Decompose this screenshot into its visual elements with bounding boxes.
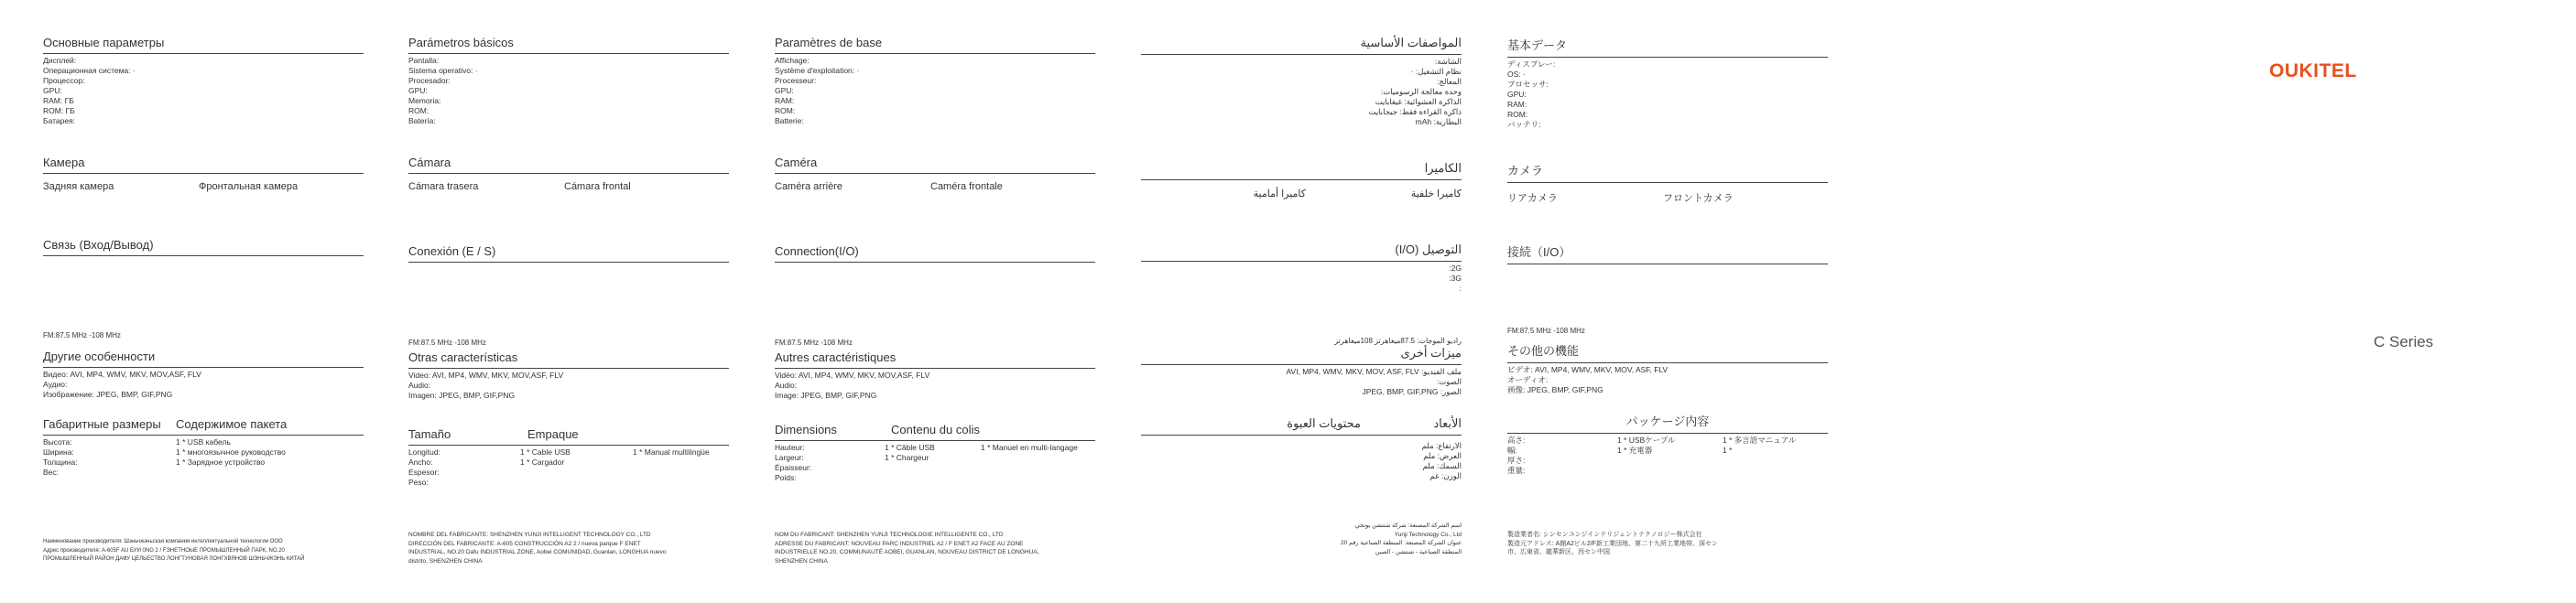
rear-camera-label: リアカメラ — [1507, 193, 1558, 204]
section-title-connection: Связь (Вход/Вывод) — [43, 238, 364, 256]
fm-range: FM:87.5 MHz -108 MHz — [775, 339, 853, 347]
section-title-other: その他の機能 — [1507, 341, 1828, 363]
spec-rows: Дисплей: Операционная система: · Процессор: GPU: RAM: ГБ ROM: ГБ Батарея: — [43, 56, 136, 125]
section-title-connection: Connection(I/O) — [775, 244, 1095, 263]
section-title-camera: Caméra — [775, 156, 1095, 174]
section-title-other: Otras características — [408, 350, 729, 369]
column-russian: Основные параметры Дисплей: Операционная система: · Процессор: GPU: RAM: ГБ ROM: ГБ Батарея: Камера Задняя камера Фронтальная камера Связь (Вход/Вывод) FM:87.5 MHz -108 MHz Другие особенности Видео: AVI, MP4, WMV, MKV, MOV,ASF, FLV Аудио: Изображение: JPEG, BMP, GIF,PNG Габаритные размеры Содержимое пакета Высота: Ширина: Толщина: Вес: 1 * USB кабель 1 * многоязычное руководство 1 * Зарядное устройство Наименование производителя: Шэньчжэньская компания интеллектуальной технологии ООО Адрес производителя: A-605F AU БУИ 0NG 2 / FЭНЕТНОЫЕ ПРОМЫШЛЕННЫЙ ПАРК, NO.20 ПРОМЫШЛЕННЫЙ РАЙОН ДАФУ ЦЕЛЬЕСТВО ЛОНГТУНОВАЯ ЛОНГХВЯНОВ ШЭНЬЧЖЭНЬ КИТАЙ — [43, 0, 364, 603]
manufacturer-info: اسم الشركة المصنعة: شركة شنتشن يونجي Yunji Technology Co., Ltd عنوان الشركة المصنعة: المنطقة الصناعية رقم 20 المنطقة الصناعية - شنتشن - الصين — [1340, 522, 1462, 555]
section-title-package: الأبعادمحتويات العبوة — [1141, 416, 1462, 436]
manufacturer-info: Наименование производителя: Шэньчжэньская компания интеллектуальной технологии ООО Адрес производителя: A-605F AU БУИ 0NG 2 / FЭНЕТНОЫЕ ПРОМЫШЛЕННЫЙ ПАРК, NO.20 ПРОМЫШЛЕННЫЙ РАЙОН ДАФУ ЦЕЛЬЕСТВО ЛОНГТУНОВАЯ ЛОНГХВЯНОВ ШЭНЬЧЖЭНЬ КИТАЙ — [43, 539, 305, 562]
manufacturer-info: NOM DU FABRICANT: SHENZHEN YUNJI TECHNOLOGIE INTELLIGENTE CO., LTD ADRESSE DU FABRICANT: NOUVEAU PARC INDUSTRIEL A2 / F ENET A2 FACE AU ZONE INDUSTRIELLE NO.20, COMMUNAUTÉ AOBEI, GUANLAN, NOUVEAU DISTRICT DE LONGHUA, SHENZHEN CHINA — [775, 532, 1039, 565]
rear-camera-label: Caméra arrière — [775, 181, 842, 192]
section-title-camera: カメラ — [1507, 161, 1828, 183]
section-title-connection: Conexión (E / S) — [408, 244, 729, 263]
rear-camera-label: Cámara trasera — [408, 181, 479, 192]
section-title-camera: الكاميرا — [1141, 161, 1462, 180]
column-spanish: Parámetros básicos Pantalla: Sistema operativo: · Procesador: GPU: Memoria: ROM: Batería: Cámara Cámara trasera Cámara frontal Conexión (E / S) FM:87.5 MHz -108 MHz Otras características Video: AVI, MP4, WMV, MKV, MOV,ASF, FLV Audio: Imagen: JPEG, BMP, GIF,PNG Tamaño Empaque Longitud: Ancho: Espesor: Peso: 1 * Cable USB 1 * Cargador 1 * Manual multilingüe NOMBRE DEL FABRICANTE: SHENZHEN YUNJI INTELLIGENT TECHNOLOGY CO., LTD DIRECCIÓN DEL FABRICANTE: A-605 CONSTRUCCIÓN A2 2 / nueva parque F ENET INDUSTRIAL, NO.20 Dafu INDUSTRIAL ZONE, Aobei COMUNIDAD, Guanlan, LONGHUA nuevo distrito, SHENZHEN CHINA — [408, 0, 729, 603]
section-title-other: ميزات أخرى — [1141, 346, 1462, 365]
section-title-basic: Paramètres de base — [775, 36, 1095, 54]
section-title-package: Tamaño Empaque — [408, 427, 729, 446]
fm-range: راديو الموجات: 87.5ميغاهرتز 108ميغاهرتز — [1334, 337, 1462, 345]
series-label: C Series — [2374, 333, 2434, 350]
rear-camera-label: Задняя камера — [43, 181, 114, 192]
section-title-basic: المواصفات الأساسية — [1141, 36, 1462, 55]
front-camera-label: Cámara frontal — [564, 181, 631, 192]
column-french: Paramètres de base Affichage: Système d'exploitation: · Processeur: GPU: RAM: ROM: Batterie: Caméra Caméra arrière Caméra frontale Connection(I/O) FM:87.5 MHz -108 MHz Autres caractéristiques Vidéo: AVI, MP4, WMV, MKV, MOV,ASF, FLV Audio: Image: JPEG, BMP, GIF,PNG Dimensions Contenu du colis Hauteur: Largeur: Épaisseur: Poids: 1 * Câble USB 1 * Chargeur 1 * Manuel en multi-langage NOM DU FABRICANT: SHENZHEN YUNJI TECHNOLOGIE INTELLIGENTE CO., LTD ADRESSE DU FABRICANT: NOUVEAU PARC INDUSTRIEL A2 / F ENET A2 FACE AU ZONE INDUSTRIELLE NO.20, COMMUNAUTÉ AOBEI, GUANLAN, NOUVEAU DISTRICT DE LONGHUA, SHENZHEN CHINA — [775, 0, 1095, 603]
section-title-package: Dimensions Contenu du colis — [775, 423, 1095, 441]
section-title-connection: 接続（I/O） — [1507, 242, 1828, 264]
section-title-basic: Основные параметры — [43, 36, 364, 54]
section-title-basic: 基本データ — [1507, 36, 1828, 58]
column-arabic: المواصفات الأساسية الشاشة: نظام التشغيل: · المعالج: وحدة معالجة الرسوميات: الذاكرة العشوائية: غيغابايت ذاكرة القراءة فقط: جيجابايت البطارية: mAh الكاميرا كاميرا خلفيةكاميرا أمامية التوصيل (I/O) 2G: 3G: : راديو الموجات: 87.5ميغاهرتز 108ميغاهرتز ميزات أخرى ملف الفيديو: AVI, MP4, WMV, MKV, MOV, ASF, FLV الصوت: الصور: JPEG, BMP, GIF,PNG الأبعادمحتويات العبوة الارتفاع: ملم العرض: ملم السمك: ملم الوزن: غم اسم الشركة المصنعة: شركة شنتشن يونجي Yunji Technology Co., Ltd عنوان الشركة المصنعة: المنطقة الصناعية رقم 20 المنطقة الصناعية - شنتشن - الصين — [1141, 0, 1462, 603]
fm-range: FM:87.5 MHz -108 MHz — [408, 339, 486, 347]
manufacturer-info: 製造業者名: シンセンユンジインテリジェントテクノロジー株式会社 製造元アドレス: A館A2ビル2/F新工業団地、第二十九所工業地帯、深セン 市、広東省、龍華新区、西セン中国 — [1507, 532, 1719, 555]
rear-camera-label: كاميرا خلفية — [1410, 188, 1462, 199]
oukitel-logo: OUKITEL — [2269, 60, 2357, 81]
section-title-connection: التوصيل (I/O) — [1141, 242, 1462, 262]
front-camera-label: كاميرا أمامية — [1253, 188, 1306, 199]
fm-range: FM:87.5 MHz -108 MHz — [43, 331, 121, 339]
front-camera-label: Caméra frontale — [930, 181, 1003, 192]
column-japanese: 基本データ ディスプレー: OS: · プロセッサ: GPU: RAM: ROM: バッテリ: カメラ リアカメラ フロントカメラ 接続（I/O） FM:87.5 MHz -108 MHz その他の機能 ビデオ: AVI, MP4, WMV, MKV, MOV, ASF, FLV オーディオ: 画像: JPEG, BMP, GIF,PNG パッケージ内容 高さ: 幅: 厚さ: 重量: 1 * USBケーブル 1 * 充電器 1 * 多言語マニュアル 1 * 製造業者名: シンセンユンジインテリジェントテクノロジー株式会社 製造元アドレス: A館A2ビル2/F新工業団地、第二十九所工業地帯、深セン 市、広東省、龍華新区、西セン中国 — [1507, 0, 1828, 603]
manufacturer-info: NOMBRE DEL FABRICANTE: SHENZHEN YUNJI INTELLIGENT TECHNOLOGY CO., LTD DIRECCIÓN DEL FABRICANTE: A-605 CONSTRUCCIÓN A2 2 / nueva parque F ENET INDUSTRIAL, NO.20 Dafu INDUSTRIAL ZONE, Aobei COMUNIDAD, Guanlan, LONGHUA nuevo distrito, SHENZHEN CHINA — [408, 532, 667, 565]
front-camera-label: Фронтальная камера — [199, 181, 299, 192]
section-title-other: Autres caractéristiques — [775, 350, 1095, 369]
front-camera-label: フロントカメラ — [1663, 193, 1734, 204]
section-title-camera: Камера — [43, 156, 364, 174]
section-title-package: Габаритные размеры Содержимое пакета — [43, 417, 364, 436]
section-title-package: パッケージ内容 — [1507, 412, 1828, 434]
fm-range: FM:87.5 MHz -108 MHz — [1507, 327, 1585, 335]
section-title-other: Другие особенности — [43, 350, 364, 368]
section-title-basic: Parámetros básicos — [408, 36, 729, 54]
section-title-camera: Cámara — [408, 156, 729, 174]
